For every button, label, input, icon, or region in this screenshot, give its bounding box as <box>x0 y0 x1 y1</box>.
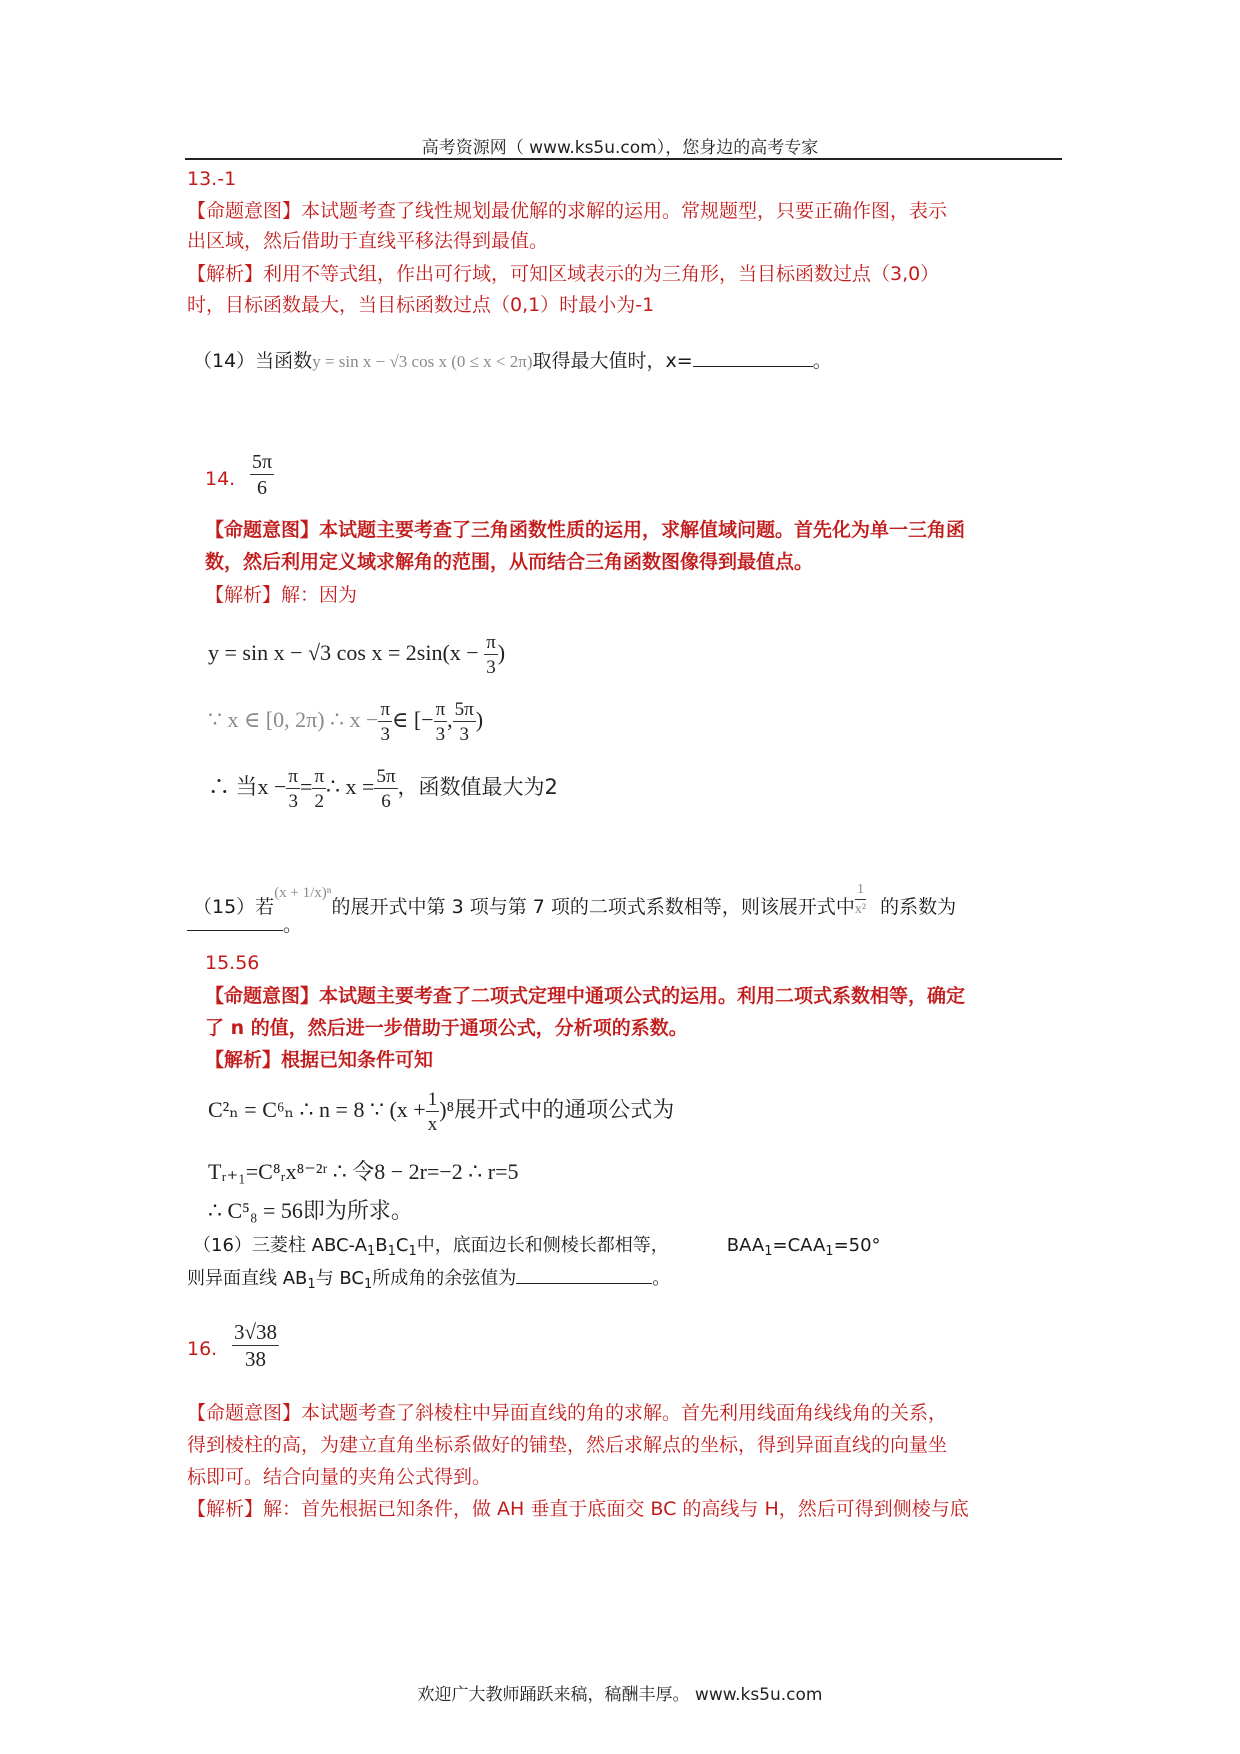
q15-question <box>193 878 956 922</box>
q14-step3-left: ∴ 当x − <box>208 774 287 800</box>
q16-intent-line1: 【命题意图】本试题考查了斜棱柱中异面直线的角的求解。首先利用线面角线线角的关系， <box>187 1402 948 1424</box>
q14-step3-num3: 5π <box>376 766 396 787</box>
q15-question-suffix: 的系数为 <box>880 896 957 918</box>
q14-answer-label: 14. <box>205 468 236 490</box>
q13-answer: 13.-1 <box>187 168 237 190</box>
q14-question <box>193 346 832 377</box>
q15-formula1: (x + 1/x)ⁿ <box>274 885 332 901</box>
q14-step2-den3: 3 <box>459 724 469 745</box>
q16-sub: 1 <box>387 1244 396 1259</box>
q15-formula2-num: 1 <box>855 883 866 900</box>
q16-sub: 1 <box>408 1244 417 1259</box>
q15-step3: ∴ C⁵₈ = 56即为所求。 <box>208 1198 413 1223</box>
q14-question-end: 。 <box>812 350 832 372</box>
q15-step1-left: C²ₙ = C⁶ₙ ∴ n = 8 ∵ (x + <box>208 1097 426 1123</box>
q14-step2-num2: π <box>435 699 446 720</box>
q15-intent-line1: 【命题意图】本试题主要考查了二项式定理中通项公式的运用。利用二项式系数相等，确定 <box>205 985 966 1007</box>
q13-analysis-line1: 【解析】利用不等式组，作出可行域，可知区域表示的为三角形，当目标函数过点（3,0） <box>187 263 940 285</box>
q14-answer-fraction <box>250 452 274 498</box>
page-header: 高考资源网（ www.ks5u.com），您身边的高考专家 <box>421 138 819 158</box>
q15-answer-blank <box>187 910 283 931</box>
q16-sub: 1 <box>307 1277 316 1292</box>
q13-intent-line2: 出区域，然后借助于直线平移法得到最值。 <box>187 230 549 252</box>
q14-step3-den2: 2 <box>314 791 324 812</box>
q13-intent-line1: 【命题意图】本试题考查了线性规划最优解的求解的运用。常规题型，只要正确作图，表示 <box>187 200 948 222</box>
q16-answer-label: 16. <box>187 1338 218 1360</box>
q16-analysis-line1: 【解析】解：首先根据已知条件，做 AH 垂直于底面交 BC 的高线与 H，然后可得到侧棱与底 <box>187 1498 969 1520</box>
q15-formula2-den: x² <box>854 902 867 917</box>
page-footer: 欢迎广大教师踊跃来稿，稿酬丰厚。 www.ks5u.com <box>417 1685 823 1705</box>
q14-answer-den: 6 <box>257 477 268 499</box>
q13-analysis-line2: 时，目标函数最大，当目标函数过点（0,1）时最小为-1 <box>187 294 655 316</box>
q14-analysis-label: 【解析】解：因为 <box>205 584 358 606</box>
q14-step2 <box>208 700 483 744</box>
q16-answer-num: 3√38 <box>234 1320 278 1344</box>
q14-step3-num: π <box>288 766 299 787</box>
q16-q1-f: =CAA <box>772 1235 826 1256</box>
q14-step2-num3: 5π <box>454 699 474 720</box>
q14-answer-blank <box>693 346 813 367</box>
q14-question-formula: y = sin x − √3 cos x (0 ≤ x < 2π) <box>312 352 533 371</box>
q15-question-mid: 的展开式中第 3 项与第 7 项的二项式系数相等，则该展开式中 <box>331 896 855 918</box>
q14-step1-den: 3 <box>486 657 496 678</box>
q15-question-line2 <box>187 910 302 940</box>
q16-q2-c: 所成角的余弦值为 <box>372 1268 517 1289</box>
q14-step2-den: 3 <box>380 724 390 745</box>
q16-q1-e: BAA <box>726 1235 765 1256</box>
q14-intent-line2: 数，然后利用定义域求解角的范围，从而结合三角函数图像得到最值点。 <box>205 551 814 573</box>
q14-answer-num: 5π <box>252 451 273 473</box>
q14-step3-den: 3 <box>288 791 298 812</box>
q14-step2-mid: ∈ [− <box>392 707 434 733</box>
q16-sub: 1 <box>825 1244 834 1259</box>
q15-question-prefix: （15）若 <box>193 896 275 918</box>
header-divider <box>185 158 1062 160</box>
q16-q1-a: （16）三菱柱 ABC-A <box>193 1235 367 1256</box>
q14-step2-left: ∵ x ∈ [0, 2π) ∴ x − <box>208 707 379 733</box>
q15-question-end: 。 <box>283 914 303 936</box>
q14-step3-den3: 6 <box>381 791 391 812</box>
q15-step1-right: )⁸展开式中的通项公式为 <box>439 1097 675 1123</box>
q14-step1-num: π <box>486 632 496 653</box>
q14-step3-num2: π <box>314 766 325 787</box>
q15-answer: 15.56 <box>205 952 260 974</box>
q14-step1-right: ) <box>497 640 506 666</box>
q16-q1-d: 中，底面边长和侧棱长都相等， <box>416 1235 669 1256</box>
q16-q1-b: B <box>375 1235 388 1256</box>
q14-step3-mid: ∴ x = <box>326 774 375 800</box>
q15-step1-den: x <box>427 1114 438 1135</box>
q16-answer-den: 38 <box>245 1347 267 1371</box>
q16-question-line2 <box>187 1263 670 1300</box>
q14-step3-right: ，函数值最大为2 <box>397 775 558 800</box>
q16-sub: 1 <box>366 1244 376 1259</box>
q14-step3-eq: = <box>300 774 313 800</box>
q14-step2-den2: 3 <box>435 724 446 745</box>
q15-analysis-label: 【解析】根据已知条件可知 <box>205 1049 434 1071</box>
q16-q2-b: 与 BC <box>315 1268 364 1289</box>
q16-q1-c: C <box>395 1235 409 1256</box>
q16-answer-blank <box>516 1263 652 1284</box>
q14-step1 <box>208 633 505 677</box>
q16-q2-a: 则异面直线 AB <box>187 1268 308 1289</box>
q14-step2-comma: , <box>447 707 453 733</box>
q15-step1 <box>208 1090 674 1134</box>
q16-q2-end: 。 <box>652 1268 671 1289</box>
q16-intent-line3: 标即可。结合向量的夹角公式得到。 <box>187 1466 492 1488</box>
q15-intent-line2: 了 n 的值，然后进一步借助于通项公式，分析项的系数。 <box>205 1017 688 1039</box>
q14-step1-left: y = sin x − √3 cos x = 2sin(x − <box>208 640 485 666</box>
q14-question-prefix: （14）当函数 <box>193 350 313 372</box>
q16-intent-line2: 得到棱柱的高，为建立直角坐标系做好的铺垫，然后求解点的坐标，得到异面直线的向量坐 <box>187 1434 948 1456</box>
q14-question-suffix: 取得最大值时，x= <box>532 350 693 372</box>
q14-step2-num: π <box>380 699 391 720</box>
q14-step2-right: ) <box>475 707 484 733</box>
q16-answer-fraction <box>232 1322 279 1370</box>
q16-sub: 1 <box>364 1277 373 1292</box>
q16-sub: 1 <box>764 1244 773 1259</box>
q16-question-line1 <box>193 1231 881 1267</box>
q16-q1-g: =50° <box>833 1235 881 1256</box>
q15-step1-num: 1 <box>427 1089 438 1110</box>
q15-step2: Tᵣ₊₁=C⁸ᵣx⁸⁻²ʳ ∴ 令8 − 2r=−2 ∴ r=5 <box>208 1159 519 1184</box>
q14-intent-line1: 【命题意图】本试题主要考查了三角函数性质的运用，求解值域问题。首先化为单一三角函 <box>205 519 966 541</box>
q14-step3 <box>208 767 558 811</box>
